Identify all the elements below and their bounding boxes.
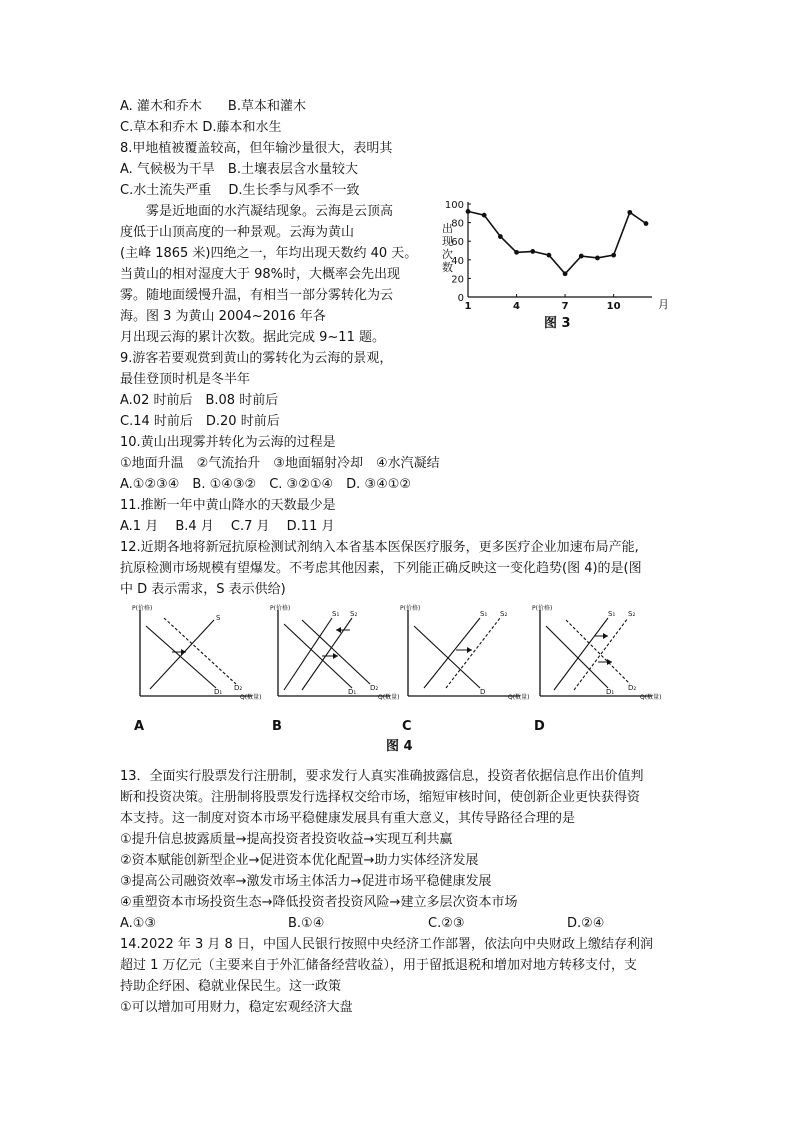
q7-options-ab: A. 灌木和乔木 B.草本和灌木 [120, 99, 306, 114]
figure-4-supply-curve-2 [574, 618, 628, 690]
figure-3-point [563, 271, 568, 276]
figure-4-supply-curve-1 [424, 618, 480, 688]
q13-option-d: D.②④ [567, 916, 605, 931]
figure-3-axes [468, 202, 652, 297]
figure-3-point [514, 250, 519, 255]
q13-item-3: ③提高公司融资效率→激发市场主体活力→促进市场平稳健康发展 [120, 874, 492, 889]
figure-4-curve-label: D₂ [234, 684, 243, 692]
figure-3-point [530, 249, 535, 254]
figure-3-point [547, 253, 552, 258]
figure-4-curve-label: S [216, 614, 221, 622]
figure-3-y-tick-label: 40 [451, 255, 464, 267]
q13-option-b: B.①④ [288, 916, 325, 931]
figure-4-panel-b [270, 604, 399, 734]
figure-3-ylabel-char: 出 [442, 222, 453, 235]
figure-4-arrowhead [181, 649, 186, 655]
figure-4-demand-curve [414, 626, 480, 688]
q9-options-ab: A.02 时前后 B.08 时前后 [120, 393, 279, 408]
figure-4-curve-label: D [480, 688, 486, 696]
q9-stem-2: 最佳登顶时机是冬半年 [120, 372, 251, 387]
figure-3-point [611, 253, 616, 258]
q13-item-1: ①提升信息披露质量→提高投资者投资收益→实现互利共赢 [120, 832, 453, 847]
figure-3-xunit: 月 [658, 298, 669, 311]
figure-3-point [644, 221, 649, 226]
figure-3-point [466, 209, 471, 214]
figure-3-y-tick-label: 20 [451, 274, 464, 286]
figure-3-x-tick-label: 10 [606, 301, 621, 312]
figure-3-ylabel-char: 数 [442, 261, 453, 274]
q10-items: ①地面升温 ②气流抬升 ③地面辐射冷却 ④水汽凝结 [120, 456, 440, 471]
figure-4-curve-label: D₁ [214, 688, 223, 696]
figure-3-point [482, 213, 487, 218]
q11-stem: 11.推断一年中黄山降水的天数最少是 [120, 498, 336, 513]
figure-3-point [498, 234, 503, 239]
figure-4-arrowhead [603, 633, 608, 639]
passage-line-2: 度低于山顶高度的一种景观。云海为黄山 [120, 225, 355, 240]
figure-4-caption: 图 4 [386, 739, 413, 754]
figure-4-curve-label: D₂ [628, 684, 637, 692]
figure-4-supply-curve-2 [302, 618, 352, 690]
q14-item-1: ①可以增加可用财力，稳定宏观经济大盘 [120, 1000, 353, 1015]
passage-line-6: 海。图 3 为黄山 2004~2016 年各 [120, 309, 326, 324]
q10-stem: 10.黄山出现雾并转化为云海的过程是 [120, 435, 336, 450]
figure-4-curve-label: S₁ [608, 610, 616, 618]
figure-4-panel-c [400, 604, 529, 734]
figure-4-p-axis-label: P(价格) [270, 605, 291, 612]
q13-option-a: A.①③ [120, 916, 157, 931]
figure-4-p-axis-label: P(价格) [532, 605, 553, 612]
figure-3-x-tick-label: 4 [513, 301, 521, 312]
q11-options: A.1 月 B.4 月 C.7 月 D.11 月 [120, 519, 335, 534]
figure-3-caption: 图 3 [544, 316, 571, 331]
q8-stem: 8.甲地植被覆盖较高，但年输沙量很大，表明其 [120, 141, 393, 156]
figure-4-q-axis-label: Q(数量) [640, 694, 662, 701]
passage-line-1: 雾是近地面的水汽凝结现象。云海是云顶高 [120, 204, 394, 219]
figure-3-ylabel-char: 次 [442, 248, 453, 261]
figure-3-ticks [445, 200, 621, 312]
q13-stem-3: 本支持。这一制度对资本市场平稳健康发展具有重大意义，其传导路径合理的是 [120, 811, 576, 826]
figure-4-supply-curve-2 [446, 618, 500, 688]
figure-4-q-axis-label: Q(数量) [240, 694, 262, 701]
figure-4-curve-label: D₁ [606, 688, 615, 696]
figure-4-curve-label: S₂ [350, 610, 358, 618]
figure-4-panel-label: A [134, 719, 145, 734]
q12-stem-3: 中 D 表示需求，S 表示供给) [120, 582, 286, 597]
figure-4-q-axis-label: Q(数量) [508, 694, 530, 701]
q14-stem-2: 超过 1 万亿元（主要来自于外汇储备经营收益），用于留抵退税和增加对地方转移支付，支 [120, 958, 638, 973]
figure-4-curve-label: S₂ [500, 610, 508, 618]
figure-4-demand-curve-2 [566, 620, 630, 684]
figure-3-series-line [468, 211, 646, 273]
figure-3-x-tick-label: 1 [464, 301, 472, 312]
q9-stem-1: 9.游客若要观赏到黄山的雾转化为云海的景观， [120, 351, 393, 366]
figure-3-point [579, 254, 584, 259]
q14-stem-3: 持助企纾困、稳就业保民生。这一政策 [120, 979, 342, 994]
figure-4 [128, 604, 668, 754]
figure-4-panel-a [132, 604, 261, 734]
figure-4-curve-label: S₁ [332, 610, 340, 618]
figure-3-ylabel [442, 221, 453, 274]
figure-3-y-tick-label: 60 [451, 237, 464, 249]
q13-stem-1: 13．全面实行股票发行注册制，要求发行人真实准确披露信息，投资者依据信息作出价值判 [120, 769, 644, 784]
figure-3-x-tick-label: 7 [561, 301, 569, 312]
passage-line-4: 当黄山的相对湿度大于 98%时，大概率会先出现 [120, 267, 401, 282]
figure-4-panel-label: D [534, 719, 545, 734]
figure-4-panel-label: C [402, 719, 412, 734]
q13-item-2: ②资本赋能创新型企业→促进资本优化配置→助力实体经济发展 [120, 853, 479, 868]
q10-options: A.①②③④ B. ①④③② C. ③②①④ D. ③④①② [120, 477, 412, 492]
figure-4-curve-label: D₂ [370, 684, 379, 692]
figure-4-q-axis-label: Q(数量) [378, 694, 400, 701]
q13-item-4: ④重塑资本市场投资生态→降低投资者投资风险→建立多层次资本市场 [120, 895, 518, 910]
figure-4-demand-curve-1 [146, 626, 216, 688]
q14-stem-1: 14.2022 年 3 月 8 日，中国人民银行按照中央经济工作部署，依法向中央财政上缴结存利润 [120, 937, 653, 952]
figure-4-curve-label: D₁ [348, 688, 357, 696]
figure-4-supply-curve [150, 620, 214, 689]
figure-4-curve-label: S₂ [628, 610, 636, 618]
figure-4-p-axis-label: P(价格) [400, 605, 421, 612]
figure-4-curve-label: S₁ [480, 610, 488, 618]
figure-4-supply-curve-1 [284, 618, 332, 690]
passage-line-7: 月出现云海的累计次数。据此完成 9~11 题。 [120, 330, 385, 345]
figure-3-y-tick-label: 100 [444, 200, 464, 211]
q12-stem-1: 12.近期各地将新冠抗原检测试剂纳入本省基本医保医疗服务，更多医疗企业加速布局产能, [120, 540, 639, 555]
figure-3-ylabel-char: 现 [442, 235, 453, 248]
figure-4-panel-d [532, 604, 661, 734]
q7-options-cd: C.草本和乔木 D.藤本和水生 [120, 120, 282, 135]
figure-4-arrowhead [467, 647, 472, 653]
figure-4-arrowhead [336, 627, 341, 633]
passage-line-3: (主峰 1865 米)四绝之一，年均出现天数约 40 天。 [120, 246, 418, 261]
figure-3-point [627, 210, 632, 215]
figure-3-chart [436, 196, 676, 336]
q8-options-cd: C.水土流失严重 D.生长季与风季不一致 [120, 183, 360, 198]
q12-stem-2: 抗原检测市场规模有望爆发。不考虑其他因素，下列能正确反映这一变化趋势(图 4)的是(图 [120, 561, 642, 576]
q13-option-c: C.②③ [428, 916, 465, 931]
passage-line-5: 雾。随地面缓慢升温，有相当一部分雾转化为云 [120, 288, 394, 303]
figure-3-y-tick-label: 80 [451, 218, 464, 230]
figure-4-panel-label: B [272, 719, 282, 734]
q8-options-ab: A. 气候极为干旱 B.土壤表层含水量较大 [120, 162, 358, 177]
figure-3-points [466, 209, 649, 276]
figure-3-point [595, 256, 600, 261]
figure-3-y-tick-label: 0 [457, 293, 464, 304]
figure-4-p-axis-label: P(价格) [132, 605, 153, 612]
q9-options-cd: C.14 时前后 D.20 时前后 [120, 414, 280, 429]
q13-stem-2: 断和投资决策。注册制将股票发行选择权交给市场，缩短审核时间，使创新企业更快获得资 [120, 790, 641, 805]
